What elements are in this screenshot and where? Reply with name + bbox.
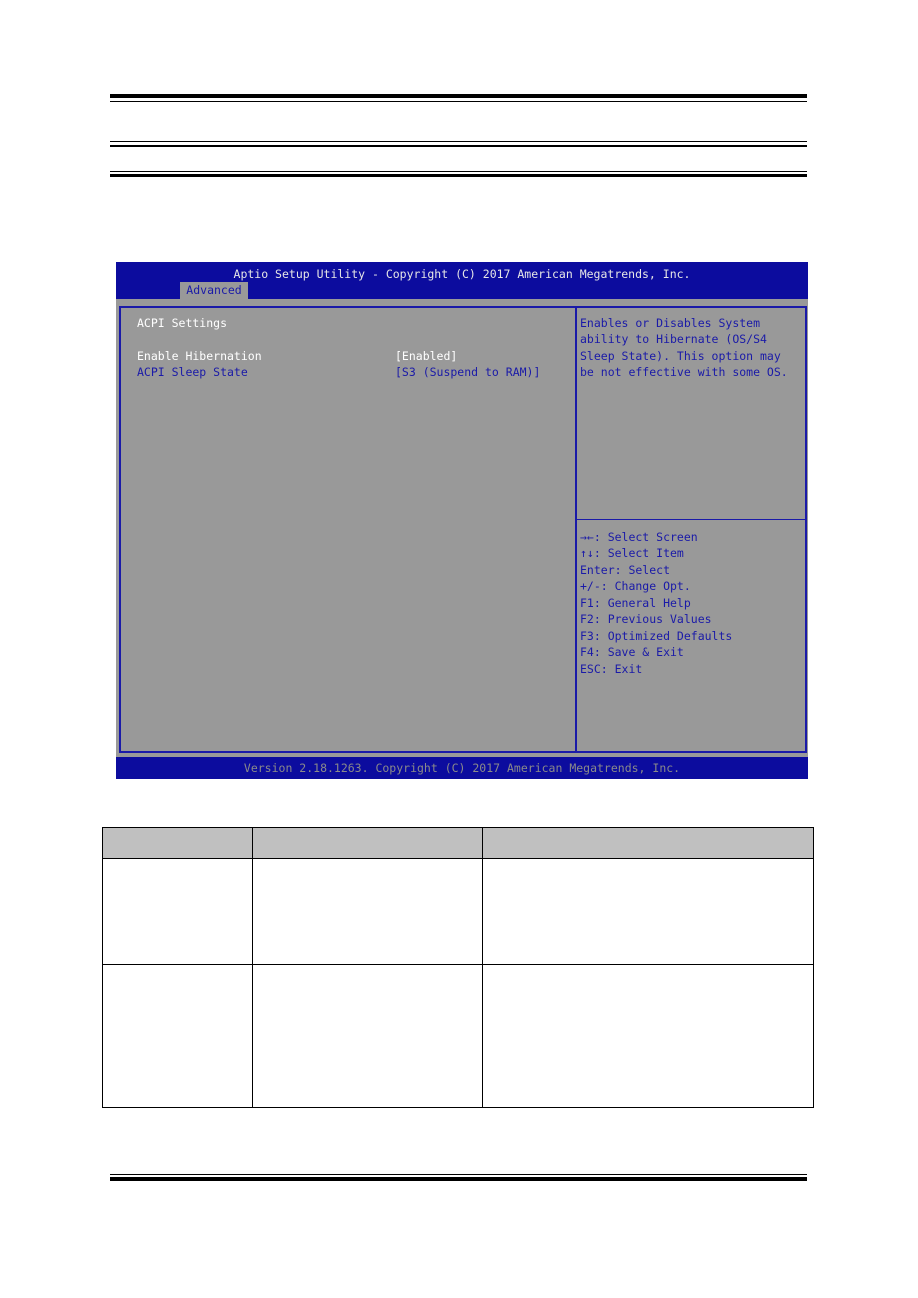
key-previous-values: F2: Previous Values	[580, 612, 712, 626]
setting-enable-hibernation-label[interactable]: Enable Hibernation	[137, 349, 262, 363]
key-general-help: F1: General Help	[580, 596, 691, 610]
key-change-opt: +/-: Change Opt.	[580, 579, 691, 593]
table-cell	[103, 965, 253, 1108]
section-rule-thin-2	[110, 171, 807, 172]
table-header-row	[103, 828, 814, 859]
table-header-cell	[103, 828, 253, 859]
section-rule-thick	[110, 174, 807, 177]
section-rule-mid	[110, 145, 807, 147]
key-optimized-defaults: F3: Optimized Defaults	[580, 629, 733, 643]
key-select-item: ↑↓: Select Item	[580, 546, 684, 560]
bios-footer	[116, 757, 808, 779]
help-line-2: ability to Hibernate (OS/S4	[580, 332, 767, 346]
key-save-exit: F4: Save & Exit	[580, 645, 684, 659]
help-line-4: be not effective with some OS.	[580, 365, 788, 379]
key-select-screen: →←: Select Screen	[580, 530, 698, 544]
help-line-3: Sleep State). This option may	[580, 349, 781, 363]
bottom-rule-thick	[110, 1177, 807, 1181]
key-enter-select: Enter: Select	[580, 563, 671, 577]
table-header-cell	[483, 828, 814, 859]
section-title: ACPI Settings	[137, 316, 228, 330]
top-rule-thick	[110, 94, 807, 98]
table-header-cell	[253, 828, 483, 859]
setting-acpi-sleep-state-value[interactable]: [S3 (Suspend to RAM)]	[395, 365, 541, 379]
table-cell	[483, 965, 814, 1108]
top-rule-thin	[110, 101, 807, 102]
table-row	[103, 859, 814, 965]
setting-acpi-sleep-state-label[interactable]: ACPI Sleep State	[137, 365, 248, 379]
setting-enable-hibernation-value[interactable]: [Enabled]	[395, 349, 458, 363]
bios-header	[116, 262, 808, 299]
help-line-1: Enables or Disables System	[580, 316, 761, 330]
help-divider	[577, 519, 805, 520]
table-cell	[253, 965, 483, 1108]
options-table	[102, 827, 814, 1108]
tab-advanced[interactable]: Advanced	[180, 282, 248, 299]
table-row	[103, 965, 814, 1108]
footer-version: Version 2.18.1263. Copyright (C) 2017 American Megatrends, Inc.	[243, 761, 681, 775]
table-cell	[103, 859, 253, 965]
key-esc-exit: ESC: Exit	[580, 662, 643, 676]
bottom-rule-thin	[110, 1174, 807, 1175]
bios-title: Aptio Setup Utility - Copyright (C) 2017 American Megatrends, Inc.	[233, 267, 691, 281]
bios-screenshot	[116, 262, 808, 779]
section-rule-thin	[110, 141, 807, 142]
table-cell	[253, 859, 483, 965]
table-cell	[483, 859, 814, 965]
